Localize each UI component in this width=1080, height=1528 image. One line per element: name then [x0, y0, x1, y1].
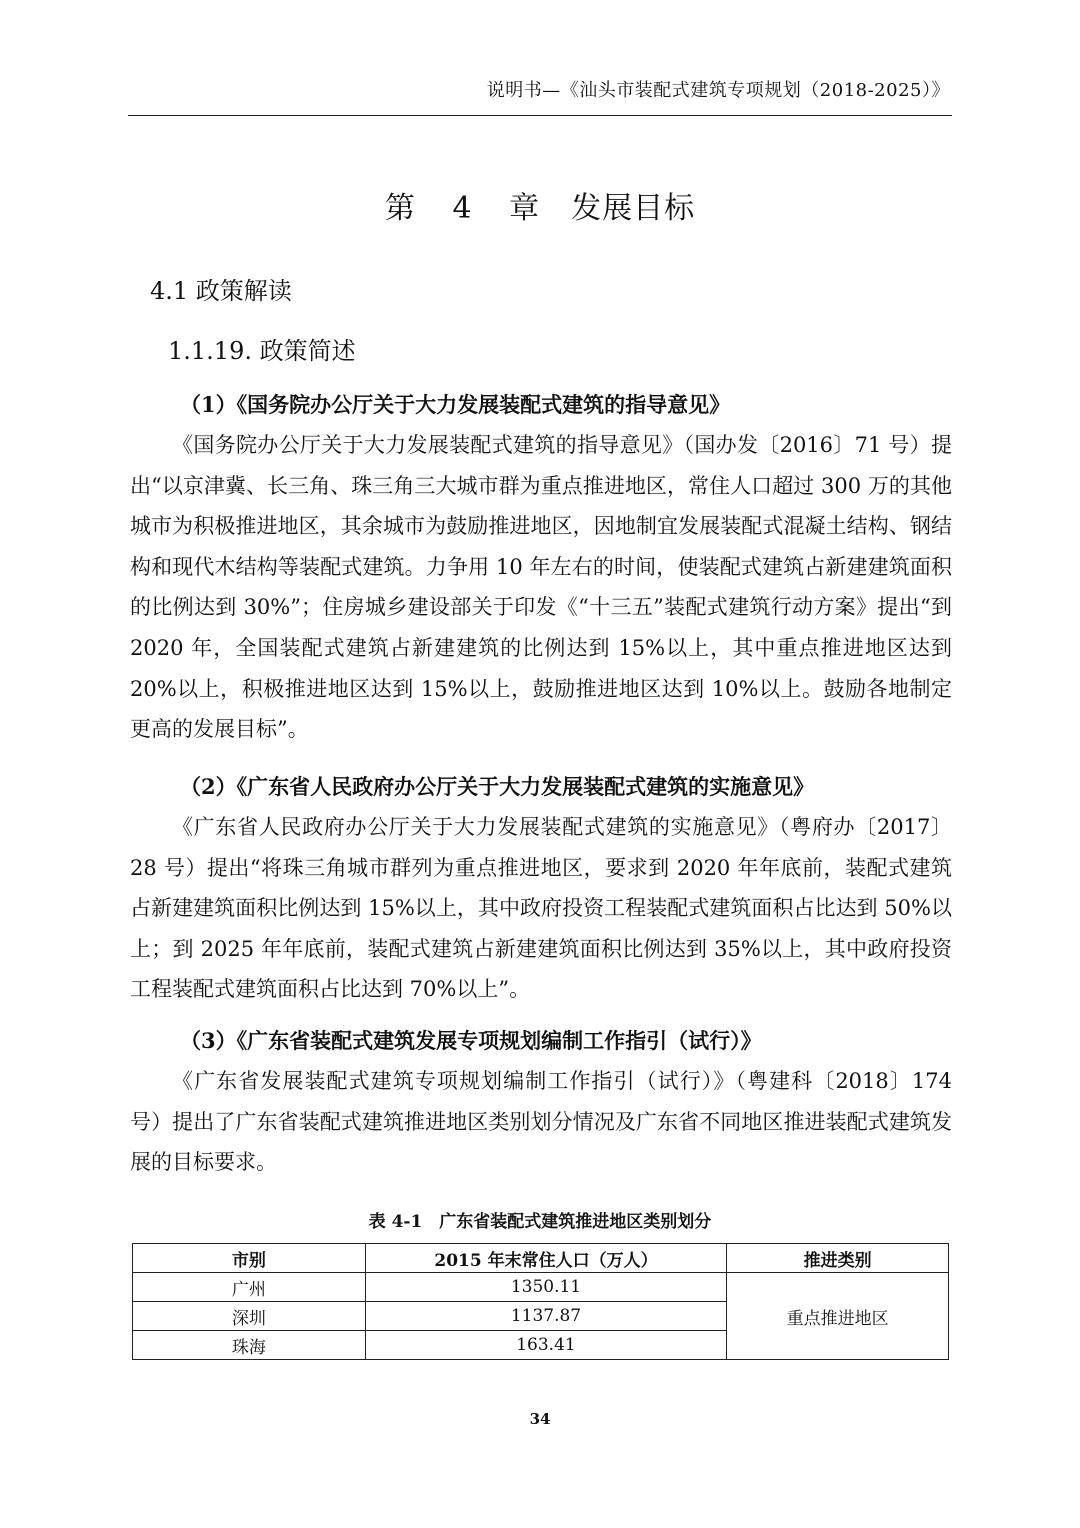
cell-population: 1137.87 — [365, 1302, 727, 1331]
cell-city: 珠海 — [133, 1331, 366, 1360]
table-header-row — [133, 1244, 949, 1273]
page-number: 34 — [529, 1410, 551, 1428]
chapter-title: 第 4 章 发展目标 — [384, 191, 696, 226]
header-rule — [128, 115, 952, 116]
policy-item-paragraph: 《广东省发展装配式建筑专项规划编制工作指引（试行）》（粤建科〔2018〕174 号）提出了广东省装配式建筑推进地区类别划分情况及广东省不同地区推进装配式建筑发展的目标要求。 — [130, 1069, 952, 1175]
column-header-population: 2015 年末常住人口（万人） — [365, 1244, 727, 1273]
policy-item-title: （1）《国务院办公厅关于大力发展装配式建筑的指导意见》 — [180, 392, 731, 417]
policy-item-paragraph: 《国务院办公厅关于大力发展装配式建筑的指导意见》（国办发〔2016〕71 号）提出“以京津冀、长三角、珠三角三大城市群为重点推进地区，常住人口超过 300 万的其他城市为积极推进地区，其余城市为鼓励推进地区，因地制宜发展装配式混凝土结构、钢结构和现代木结构等装配式建筑。力争用 10 年左右的时间，使装配式建筑占新建建筑面积的比例达到 30%”；住房城乡建设部关于印发《“十三五”装配式建筑行动方案》提出“到 2020 年，全国装配式建筑占新建建筑的比例达到 15%以上，其中重点推进地区达到 20%以上，积极推进地区达到 15%以上，鼓励推进地区达到 10%以上。鼓励各地制定更高的发展目标”。 — [130, 433, 952, 742]
policy-item-title: （3）《广东省装配式建筑发展专项规划编制工作指引（试行）》 — [180, 1028, 762, 1053]
table-row — [133, 1273, 949, 1302]
cell-population: 163.41 — [365, 1331, 727, 1360]
policy-item-title: （2）《广东省人民政府办公厅关于大力发展装配式建筑的实施意见》 — [180, 774, 815, 799]
cell-population: 1350.11 — [365, 1273, 727, 1302]
policy-item-paragraph: 《广东省人民政府办公厅关于大力发展装配式建筑的实施意见》（粤府办〔2017〕28 号）提出“将珠三角城市群列为重点推进地区，要求到 2020 年年底前，装配式建筑占新建建筑面积比例达到 15%以上，其中政府投资工程装配式建筑面积占比达到 50%以上；到 2025 年年底前，装配式建筑占新建建筑面积比例达到 35%以上，其中政府投资工程装配式建筑面积占比达到 70%以上”。 — [130, 815, 952, 1002]
policy-item-1 — [130, 385, 952, 750]
cell-city: 广州 — [133, 1273, 366, 1302]
section-title: 4.1 政策解读 — [150, 277, 292, 305]
policy-item-3 — [130, 1021, 952, 1183]
region-category-table — [132, 1243, 949, 1360]
column-header-category: 推进类别 — [727, 1244, 949, 1273]
policy-item-2 — [130, 767, 952, 1010]
subsection-title: 1.1.19. 政策简述 — [168, 337, 356, 365]
cell-city: 深圳 — [133, 1302, 366, 1331]
column-header-city: 市别 — [133, 1244, 366, 1273]
table-caption: 表 4-1 广东省装配式建筑推进地区类别划分 — [368, 1212, 712, 1232]
running-header: 说明书—《汕头市装配式建筑专项规划（2018-2025）》 — [486, 80, 950, 101]
cell-category: 重点推进地区 — [727, 1273, 949, 1360]
